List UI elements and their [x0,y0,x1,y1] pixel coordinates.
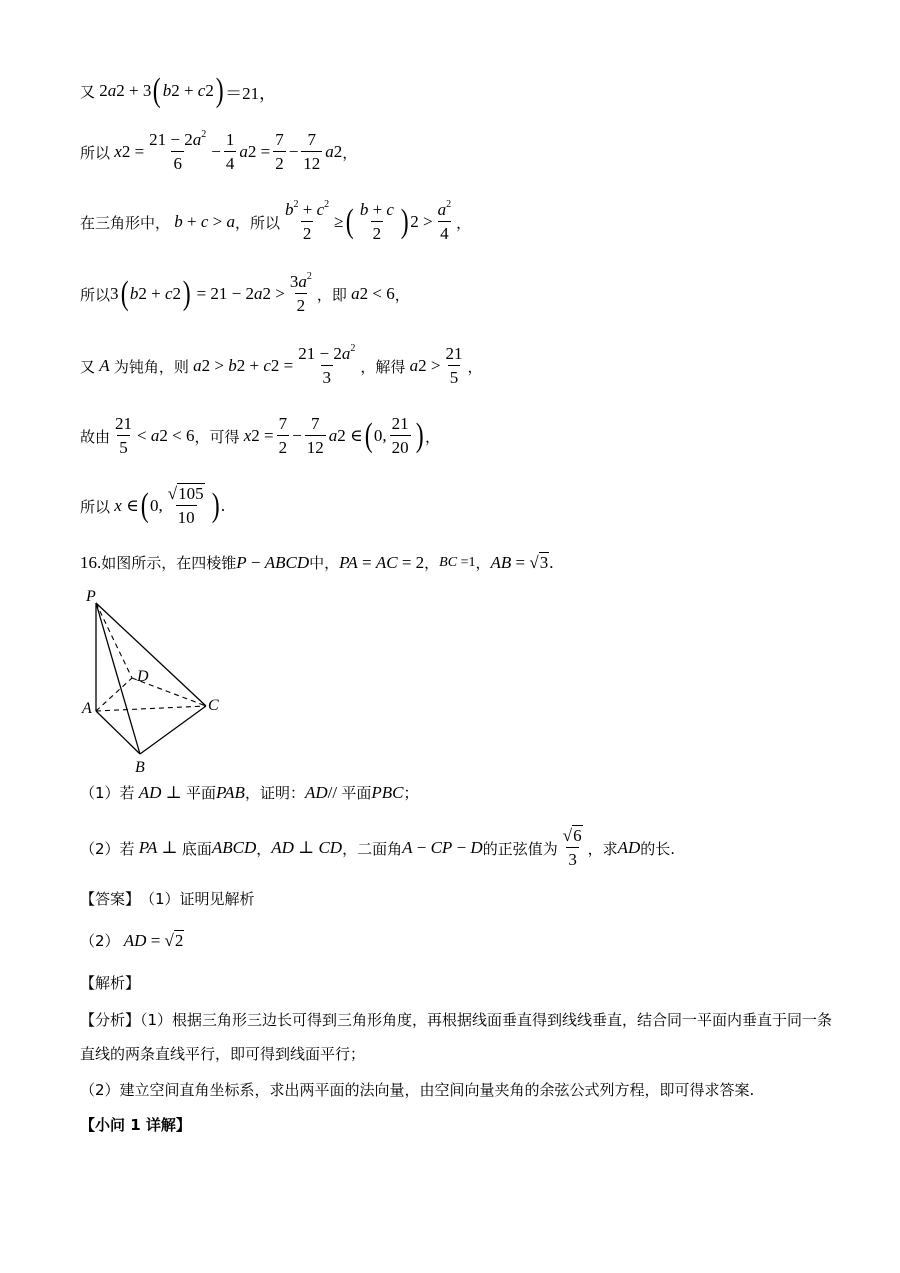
label-D: D [137,668,149,685]
text-segment: 平面 [185,784,216,802]
text-segment: ，即 [316,285,347,304]
text-segment: . [220,496,226,515]
question-1: （1）若 AD ⊥ 平面 PAB ，证明： AD // 平面 PBC ； [80,782,419,802]
text-segment: ； [403,784,419,802]
text-segment: 又 [80,82,96,101]
text-segment: ， [424,554,440,572]
text-segment: ， [394,285,410,304]
text-segment: 在三角形中， [80,213,171,232]
answer-line-2: （2） AD = √ 2 [80,930,184,950]
text-segment: 所以 [80,285,111,304]
question-2: （2）若 PA ⊥ 底面 ABCD ， AD ⊥ CD ，二面角 A − CP − D 的正弦值为 $\frac{√6}{3}$ ，求 AD 的长. [80,826,676,869]
text-segment: 底面 [181,839,212,858]
edge-AC [96,706,206,711]
pyramid-figure [80,585,240,780]
text-segment: 为钝角，则 [113,357,189,376]
text-segment: 故由 [80,427,111,446]
text-segment: ，所以 [235,213,281,232]
text-segment: 中， [309,554,340,572]
text-segment: ， [256,839,272,858]
text-segment: ，求 [587,839,618,858]
problem-number: 16. [80,552,102,572]
solution-line-3: 在三角形中， b + c > a ，所以 $\frac{b^2 + c^2}{2}$ ≥ ( $\frac{b + c}{2}$ ) 2 > $\frac{a^2}{4}$ ， [80,199,472,243]
text-segment: ，二面角 [342,839,403,858]
text-segment: 的长. [640,839,676,858]
edge-BC [140,706,206,754]
edge-PC [96,603,206,706]
text-segment: 的正弦值为 [482,839,558,858]
sub-question-1-heading: 【小问 1 详解】 [80,1116,191,1134]
text-segment: （2）若 [80,839,135,858]
text-segment: ，可得 [194,427,240,446]
answer-label: 【答案】 [80,890,141,908]
solution-line-5: 又 A 为钝角，则 a 2 > b 2 + c 2 = $\frac{21 - 2a^2}{3}$ ，解得 a 2 > $\frac{21}{5}$ ， [80,343,483,387]
text-segment: ＝21， [225,83,277,103]
solution-line-7: 所以 x ∈ ( 0, $\frac{√105}{10}$ ) . [80,484,226,527]
label-B: B [135,759,145,776]
text-segment: ， [467,357,483,376]
label-C: C [208,697,219,714]
problem-16-stem: 16. 如图所示，在四棱锥 P − ABCD 中， PA = AC = 2 ， BC =1 ， AB = √ 3 . [80,552,554,572]
analysis-part2: （2）建立空间直角坐标系，求出两平面的法向量，由空间向量夹角的余弦公式列方程，即可得求答案. [80,1081,755,1099]
text-segment: ， [475,554,491,572]
text-segment: . [549,552,554,572]
answer-2-prefix: （2） [80,932,120,950]
text-segment: ，证明： [244,784,305,802]
text-segment: 所以 [80,497,111,516]
analysis-fenxi: 【分析】（1）根据三角形三边长可得到三角形角度，再根据线面垂直得到线线垂直，结合同一平面内垂直于同一条直线的两条直线平行，即可得到线面平行； [80,1011,833,1063]
label-A: A [82,700,92,717]
text-segment: ， [456,213,472,232]
text-segment: ， [342,143,358,162]
text-segment: 所以 [80,143,111,162]
solution-line-2: 所以 x 2 = $\frac{21 - 2a^2}{6}$ − $\frac{1}{4}$ a 2 = $\frac{7}{2}$ − $\frac{7}{12}$ a 2 ， [80,129,358,173]
text-segment: ， [424,427,440,446]
solution-line-6: 故由 $\frac{21}{5}$ < a 2 < 6 ，可得 x 2 = $\frac{7}{2}$ − $\frac{7}{12}$ a 2 ∈ ( 0, $\frac{21}{20}$ ) ， [80,414,440,457]
text-segment: 又 [80,357,96,376]
solution-line-1: 又 2 a 2 + 3 ( b 2 + c 2 ) ＝21， [80,72,277,109]
answer-1: （1）证明见解析 [140,890,255,908]
solution-line-4: 所以 3 ( b 2 + c 2 ) = 21 − 2 a 2 > $\frac{3a^2}{2}$ ，即 a 2 < 6 ， [80,271,410,315]
text-segment: （1）若 [80,784,135,802]
answer-line-1 [80,888,255,909]
text-segment: 如图所示，在四棱锥 [101,554,237,572]
label-P: P [86,588,96,605]
text-segment: ，解得 [360,357,406,376]
text-segment: 平面 [341,784,372,802]
analysis-label: 【解析】 [80,974,141,992]
